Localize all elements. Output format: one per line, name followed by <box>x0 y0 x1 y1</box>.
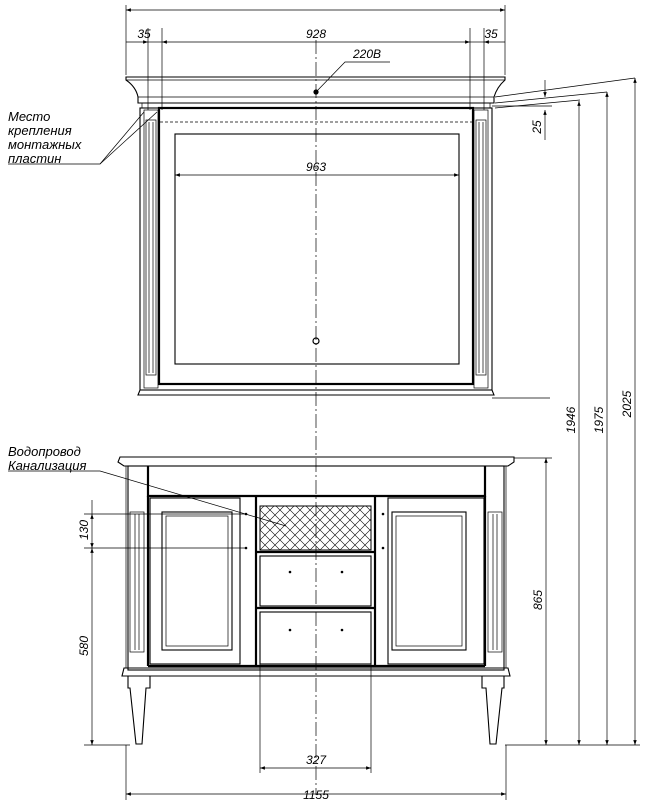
mirror-left-pilaster <box>144 110 158 388</box>
right-leg <box>482 676 504 744</box>
label-mirror-bottom-height: 1946 <box>564 406 578 434</box>
label-pipe-spacing: 130 <box>77 519 91 541</box>
note-mounting-line4: пластин <box>8 151 62 166</box>
cabinet-left-pilaster <box>130 512 144 652</box>
lattice-panel <box>260 506 371 550</box>
left-door <box>150 498 240 664</box>
mirror <box>126 77 505 395</box>
right-door <box>388 498 484 664</box>
mirror-right-pilaster <box>474 110 488 388</box>
label-socket: 220В <box>352 47 382 61</box>
note-sewage: Канализация <box>8 458 87 473</box>
label-mirror-glass-width: 963 <box>305 160 327 174</box>
upper-drawer <box>260 556 371 606</box>
lower-drawer <box>260 612 371 664</box>
label-mirror-inner-width: 928 <box>305 27 327 41</box>
label-right-margin: 35 <box>484 27 498 41</box>
cabinet-right-pilaster <box>488 512 502 652</box>
label-cabinet-width: 1155 <box>303 788 329 800</box>
label-cabinet-top-height: 865 <box>531 589 545 611</box>
notes <box>8 109 86 473</box>
note-mounting-line3: монтажных <box>8 137 82 152</box>
note-mounting-line2: крепления <box>8 123 72 138</box>
label-total-height: 2025 <box>620 390 634 418</box>
label-drain-width: 327 <box>305 753 327 767</box>
label-mirror-fixing-height: 1975 <box>592 406 606 434</box>
note-mounting-line1: Место <box>8 109 51 124</box>
note-water-supply: Водопровод <box>8 444 81 459</box>
label-cornice-offset: 25 <box>530 120 544 134</box>
label-left-margin: 35 <box>137 27 151 41</box>
dimension-labels <box>77 27 634 800</box>
label-pipe-height: 580 <box>77 635 91 657</box>
dimension-lines <box>8 5 640 800</box>
left-leg <box>128 676 150 744</box>
